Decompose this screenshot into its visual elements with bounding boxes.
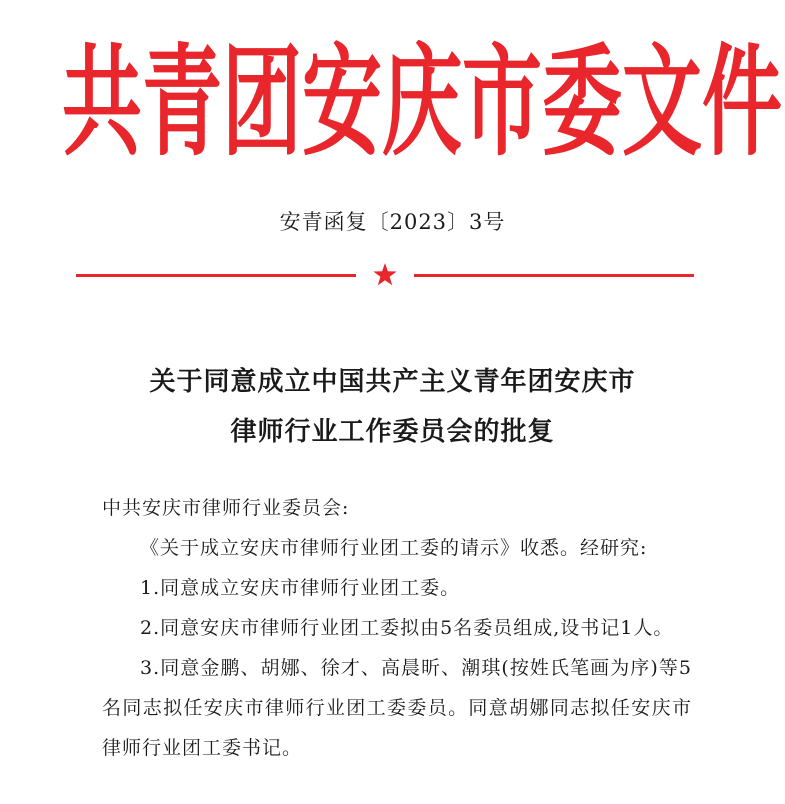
- body-paragraph: 《关于成立安庆市律师行业团工委的请示》收悉。经研究:: [140, 537, 648, 559]
- masthead-char: 市: [462, 32, 542, 172]
- document-body: [102, 488, 692, 768]
- masthead-char: 文: [622, 32, 702, 172]
- document-title: [0, 357, 785, 457]
- masthead-char: 共: [62, 32, 142, 172]
- masthead-char: 团: [222, 32, 302, 172]
- title-line-1: 关于同意成立中国共产主义青年团安庆市: [149, 367, 636, 397]
- body-paragraph: 3.同意金鹏、胡娜、徐才、高晨昕、潮琪(按姓氏笔画为序)等5名同志拟任安庆市律师行业团工委委员。同意胡娜同志拟任安庆市律师行业团工委书记。: [102, 657, 692, 759]
- masthead-char: 委: [542, 32, 622, 172]
- star-icon: [372, 262, 398, 288]
- separator-line-right: [414, 274, 694, 277]
- document-number: 安青函复〔2023〕3号: [279, 210, 506, 234]
- separator-line-left: [76, 274, 356, 277]
- title-line-2: 律师行业工作委员会的批复: [230, 417, 555, 447]
- body-paragraph: 1.同意成立安庆市律师行业团工委。: [140, 577, 461, 599]
- masthead-char: 件: [702, 32, 782, 172]
- red-separator: [76, 262, 694, 288]
- masthead-char: 青: [142, 32, 222, 172]
- body-paragraph: 2.同意安庆市律师行业团工委拟由5名委员组成,设书记1人。: [140, 617, 674, 639]
- masthead-char: 安: [302, 32, 382, 172]
- salutation: 中共安庆市律师行业委员会:: [102, 497, 350, 519]
- masthead: [62, 28, 782, 178]
- masthead-char: 庆: [382, 32, 462, 172]
